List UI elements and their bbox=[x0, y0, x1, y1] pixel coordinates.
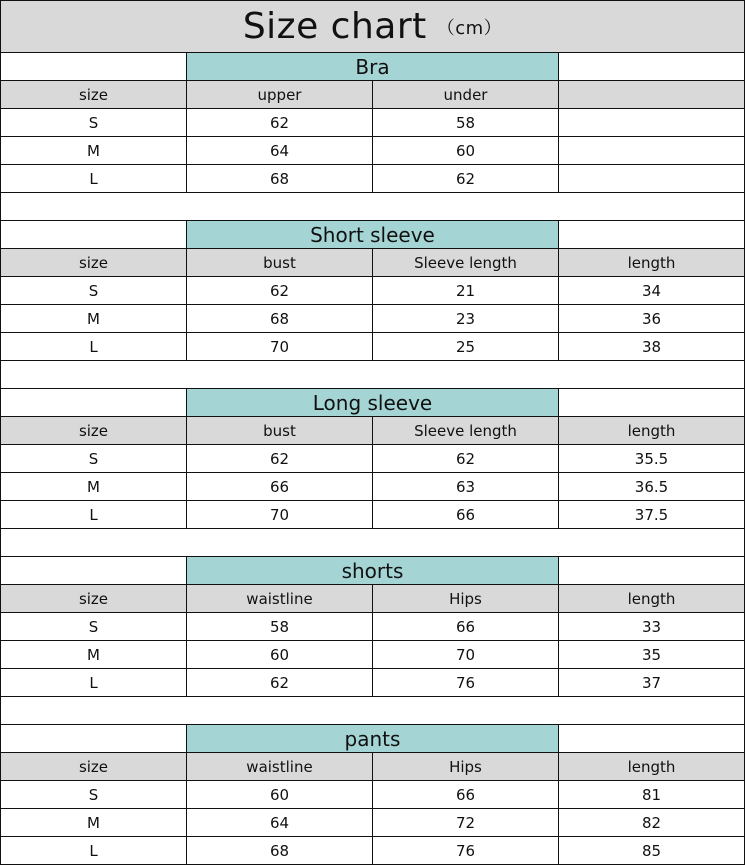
table-cell: 85 bbox=[558, 836, 745, 865]
table-cell: M bbox=[0, 304, 187, 333]
column-header: length bbox=[558, 752, 745, 781]
section-left-blank bbox=[0, 556, 187, 585]
table-cell: L bbox=[0, 500, 187, 529]
table-cell: S bbox=[0, 108, 187, 137]
section-right-blank bbox=[558, 220, 745, 249]
section-left-blank bbox=[0, 388, 187, 417]
section-right-blank bbox=[558, 724, 745, 753]
table-cell: 62 bbox=[372, 444, 559, 473]
column-header: waistline bbox=[186, 752, 373, 781]
table-cell: 60 bbox=[186, 780, 373, 809]
section-title: Bra bbox=[186, 52, 559, 81]
chart-title bbox=[0, 0, 745, 53]
table-cell: M bbox=[0, 640, 187, 669]
table-cell: 35 bbox=[558, 640, 745, 669]
section-right-blank bbox=[558, 52, 745, 81]
table-cell: 64 bbox=[186, 136, 373, 165]
table-cell: 60 bbox=[372, 136, 559, 165]
section-right-blank bbox=[558, 556, 745, 585]
table-cell: 34 bbox=[558, 276, 745, 305]
table-cell: 62 bbox=[186, 668, 373, 697]
table-cell: 81 bbox=[558, 780, 745, 809]
table-cell bbox=[558, 164, 745, 193]
table-cell: 70 bbox=[186, 332, 373, 361]
section-title: shorts bbox=[186, 556, 559, 585]
section-left-blank bbox=[0, 52, 187, 81]
spacer-row bbox=[0, 360, 745, 389]
spacer-row bbox=[0, 528, 745, 557]
section-title: pants bbox=[186, 724, 559, 753]
column-header: size bbox=[0, 80, 187, 109]
table-cell: L bbox=[0, 164, 187, 193]
column-header: under bbox=[372, 80, 559, 109]
column-header: size bbox=[0, 416, 187, 445]
table-cell: 76 bbox=[372, 668, 559, 697]
section-left-blank bbox=[0, 724, 187, 753]
column-header: Sleeve length bbox=[372, 416, 559, 445]
spacer-row bbox=[0, 192, 745, 221]
section-title: Long sleeve bbox=[186, 388, 559, 417]
table-cell: 35.5 bbox=[558, 444, 745, 473]
table-cell: 62 bbox=[372, 164, 559, 193]
table-cell: S bbox=[0, 612, 187, 641]
table-cell: 21 bbox=[372, 276, 559, 305]
table-cell: 70 bbox=[372, 640, 559, 669]
section-title: Short sleeve bbox=[186, 220, 559, 249]
table-cell: 62 bbox=[186, 276, 373, 305]
table-cell: 36 bbox=[558, 304, 745, 333]
column-header: bust bbox=[186, 248, 373, 277]
table-cell: 68 bbox=[186, 836, 373, 865]
column-header bbox=[558, 80, 745, 109]
table-cell: 82 bbox=[558, 808, 745, 837]
table-cell: M bbox=[0, 808, 187, 837]
title-text: Size chart bbox=[242, 6, 427, 47]
column-header: Sleeve length bbox=[372, 248, 559, 277]
section-right-blank bbox=[558, 388, 745, 417]
table-cell: 66 bbox=[372, 780, 559, 809]
spacer-row bbox=[0, 696, 745, 725]
title-unit: （cm） bbox=[436, 17, 503, 39]
table-cell: 76 bbox=[372, 836, 559, 865]
table-cell: 37 bbox=[558, 668, 745, 697]
table-cell: 58 bbox=[372, 108, 559, 137]
table-cell: 60 bbox=[186, 640, 373, 669]
table-cell: 66 bbox=[372, 500, 559, 529]
table-cell: L bbox=[0, 332, 187, 361]
column-header: size bbox=[0, 248, 187, 277]
table-cell: M bbox=[0, 136, 187, 165]
table-cell: 36.5 bbox=[558, 472, 745, 501]
table-cell: 33 bbox=[558, 612, 745, 641]
table-cell: 25 bbox=[372, 332, 559, 361]
table-cell: S bbox=[0, 780, 187, 809]
table-cell bbox=[558, 136, 745, 165]
table-cell: L bbox=[0, 836, 187, 865]
column-header: waistline bbox=[186, 584, 373, 613]
table-cell: 62 bbox=[186, 108, 373, 137]
column-header: length bbox=[558, 584, 745, 613]
column-header: size bbox=[0, 584, 187, 613]
table-cell: 72 bbox=[372, 808, 559, 837]
column-header: length bbox=[558, 416, 745, 445]
table-cell: 70 bbox=[186, 500, 373, 529]
column-header: size bbox=[0, 752, 187, 781]
column-header: upper bbox=[186, 80, 373, 109]
table-cell: 68 bbox=[186, 304, 373, 333]
table-cell: 64 bbox=[186, 808, 373, 837]
table-cell: S bbox=[0, 276, 187, 305]
table-cell: 38 bbox=[558, 332, 745, 361]
table-cell bbox=[558, 108, 745, 137]
table-cell: 58 bbox=[186, 612, 373, 641]
table-cell: L bbox=[0, 668, 187, 697]
section-left-blank bbox=[0, 220, 187, 249]
column-header: Hips bbox=[372, 584, 559, 613]
table-cell: S bbox=[0, 444, 187, 473]
column-header: Hips bbox=[372, 752, 559, 781]
column-header: bust bbox=[186, 416, 373, 445]
table-cell: 63 bbox=[372, 472, 559, 501]
table-cell: 62 bbox=[186, 444, 373, 473]
column-header: length bbox=[558, 248, 745, 277]
table-cell: 66 bbox=[186, 472, 373, 501]
table-cell: 68 bbox=[186, 164, 373, 193]
table-cell: M bbox=[0, 472, 187, 501]
table-cell: 23 bbox=[372, 304, 559, 333]
table-cell: 37.5 bbox=[558, 500, 745, 529]
table-cell: 66 bbox=[372, 612, 559, 641]
